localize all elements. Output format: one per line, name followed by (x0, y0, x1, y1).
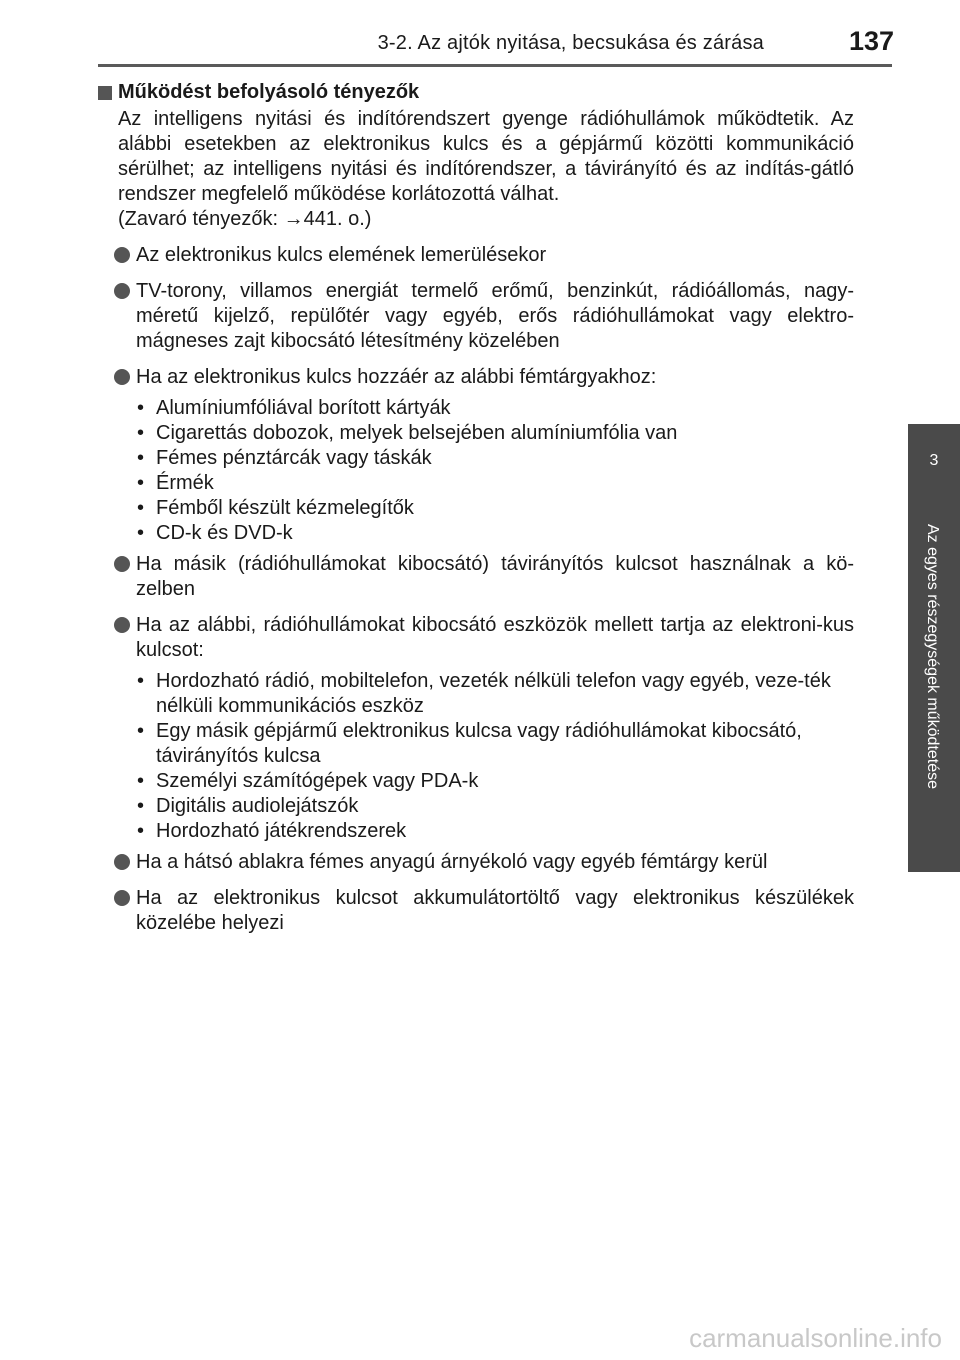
list-item (96, 886, 854, 936)
sublist (96, 669, 854, 844)
sublist-item: • Digitális audiolejátszók (96, 794, 854, 819)
chapter-title: Az egyes részegységek működtetése (924, 524, 941, 790)
header-rule (98, 64, 892, 67)
list-item-text: Ha az elektronikus kulcsot akkumulátortöltő vagy elektronikus készülékek közelébe helyezi (136, 887, 854, 934)
main-content (96, 80, 854, 947)
chapter-number: 3 (929, 452, 939, 469)
reference-line: (Zavaró tényezők: →441. o.) (118, 208, 372, 230)
sublist (96, 396, 854, 546)
list-item (96, 613, 854, 663)
sublist-item: • Fémes pénztárcák vagy táskák (96, 446, 854, 471)
intro-paragraph: Az intelligens nyitási és indítórendszert gyenge rádióhullámok működtetik. Az alábbi esetekben az elektronikus kulcs és a gépjármű közötti kommunikáció sérülhet; az intelligens nyitási és indítórendszer, a távirányító és az indítás-gátló rendszer megfelelő működése korlátozottá válhat. (118, 108, 854, 205)
list-item-text: Ha a hátsó ablakra fémes anyagú árnyékoló vagy egyéb fémtárgy kerül (136, 851, 768, 873)
sublist-item: • Hordozható rádió, mobiltelefon, vezeték nélküli telefon vagy egyéb, veze-ték nélküli kommunikációs eszköz (96, 669, 854, 719)
sublist-item: • Alumíniumfóliával borított kártyák (96, 396, 854, 421)
round-bullet-icon (114, 556, 130, 572)
watermark: carmanualsonline.info (689, 1323, 942, 1353)
section-heading (96, 80, 854, 105)
square-bullet-icon (98, 86, 112, 100)
list-item-text: Az elektronikus kulcs elemének lemerülésekor (136, 244, 547, 266)
list-item-text: TV-torony, villamos energiát termelő erőmű, benzinkút, rádióállomás, nagy-méretű kijelző, repülőtér vagy egyéb, erős rádióhullámokat vagy elektro-mágneses zajt kibocsátó létesítmény közelében (136, 280, 854, 352)
sublist-item: • Egy másik gépjármű elektronikus kulcsa vagy rádióhullámokat kibocsátó, távirányítós kulcsa (96, 719, 854, 769)
list-item (96, 552, 854, 602)
section-title: 3-2. Az ajtók nyitása, becsukása és zárása (377, 32, 764, 54)
list-item-text: Ha az elektronikus kulcs hozzáér az alábbi fémtárgyakhoz: (136, 366, 657, 388)
round-bullet-icon (114, 854, 130, 870)
section-heading-text: Működést befolyásoló tényezők (118, 81, 420, 103)
sublist-item: • Hordozható játékrendszerek (96, 819, 854, 844)
page-header (0, 0, 960, 70)
chapter-side-tab (908, 424, 960, 872)
sublist-container (96, 669, 854, 844)
sublist-item: • Érmék (96, 471, 854, 496)
sublist-item: • Cigarettás dobozok, melyek belsejében alumíniumfólia van (96, 421, 854, 446)
list-item (96, 365, 854, 390)
round-bullet-icon (114, 247, 130, 263)
list-item (96, 243, 854, 268)
condition-list (96, 243, 854, 936)
list-item (96, 279, 854, 354)
round-bullet-icon (114, 617, 130, 633)
sublist-item: • Személyi számítógépek vagy PDA-k (96, 769, 854, 794)
sublist-item: • CD-k és DVD-k (96, 521, 854, 546)
sublist-item: • Fémből készült kézmelegítők (96, 496, 854, 521)
list-item-text: Ha az alábbi, rádióhullámokat kibocsátó eszközök mellett tartja az elektroni-kus kulcsot: (136, 614, 854, 661)
round-bullet-icon (114, 369, 130, 385)
list-item-text: Ha másik (rádióhullámokat kibocsátó) távirányítós kulcsot használnak a kö-zelben (136, 553, 854, 600)
sublist-container (96, 396, 854, 546)
list-item (96, 850, 854, 875)
round-bullet-icon (114, 283, 130, 299)
page-number: 137 (848, 26, 894, 56)
round-bullet-icon (114, 890, 130, 906)
